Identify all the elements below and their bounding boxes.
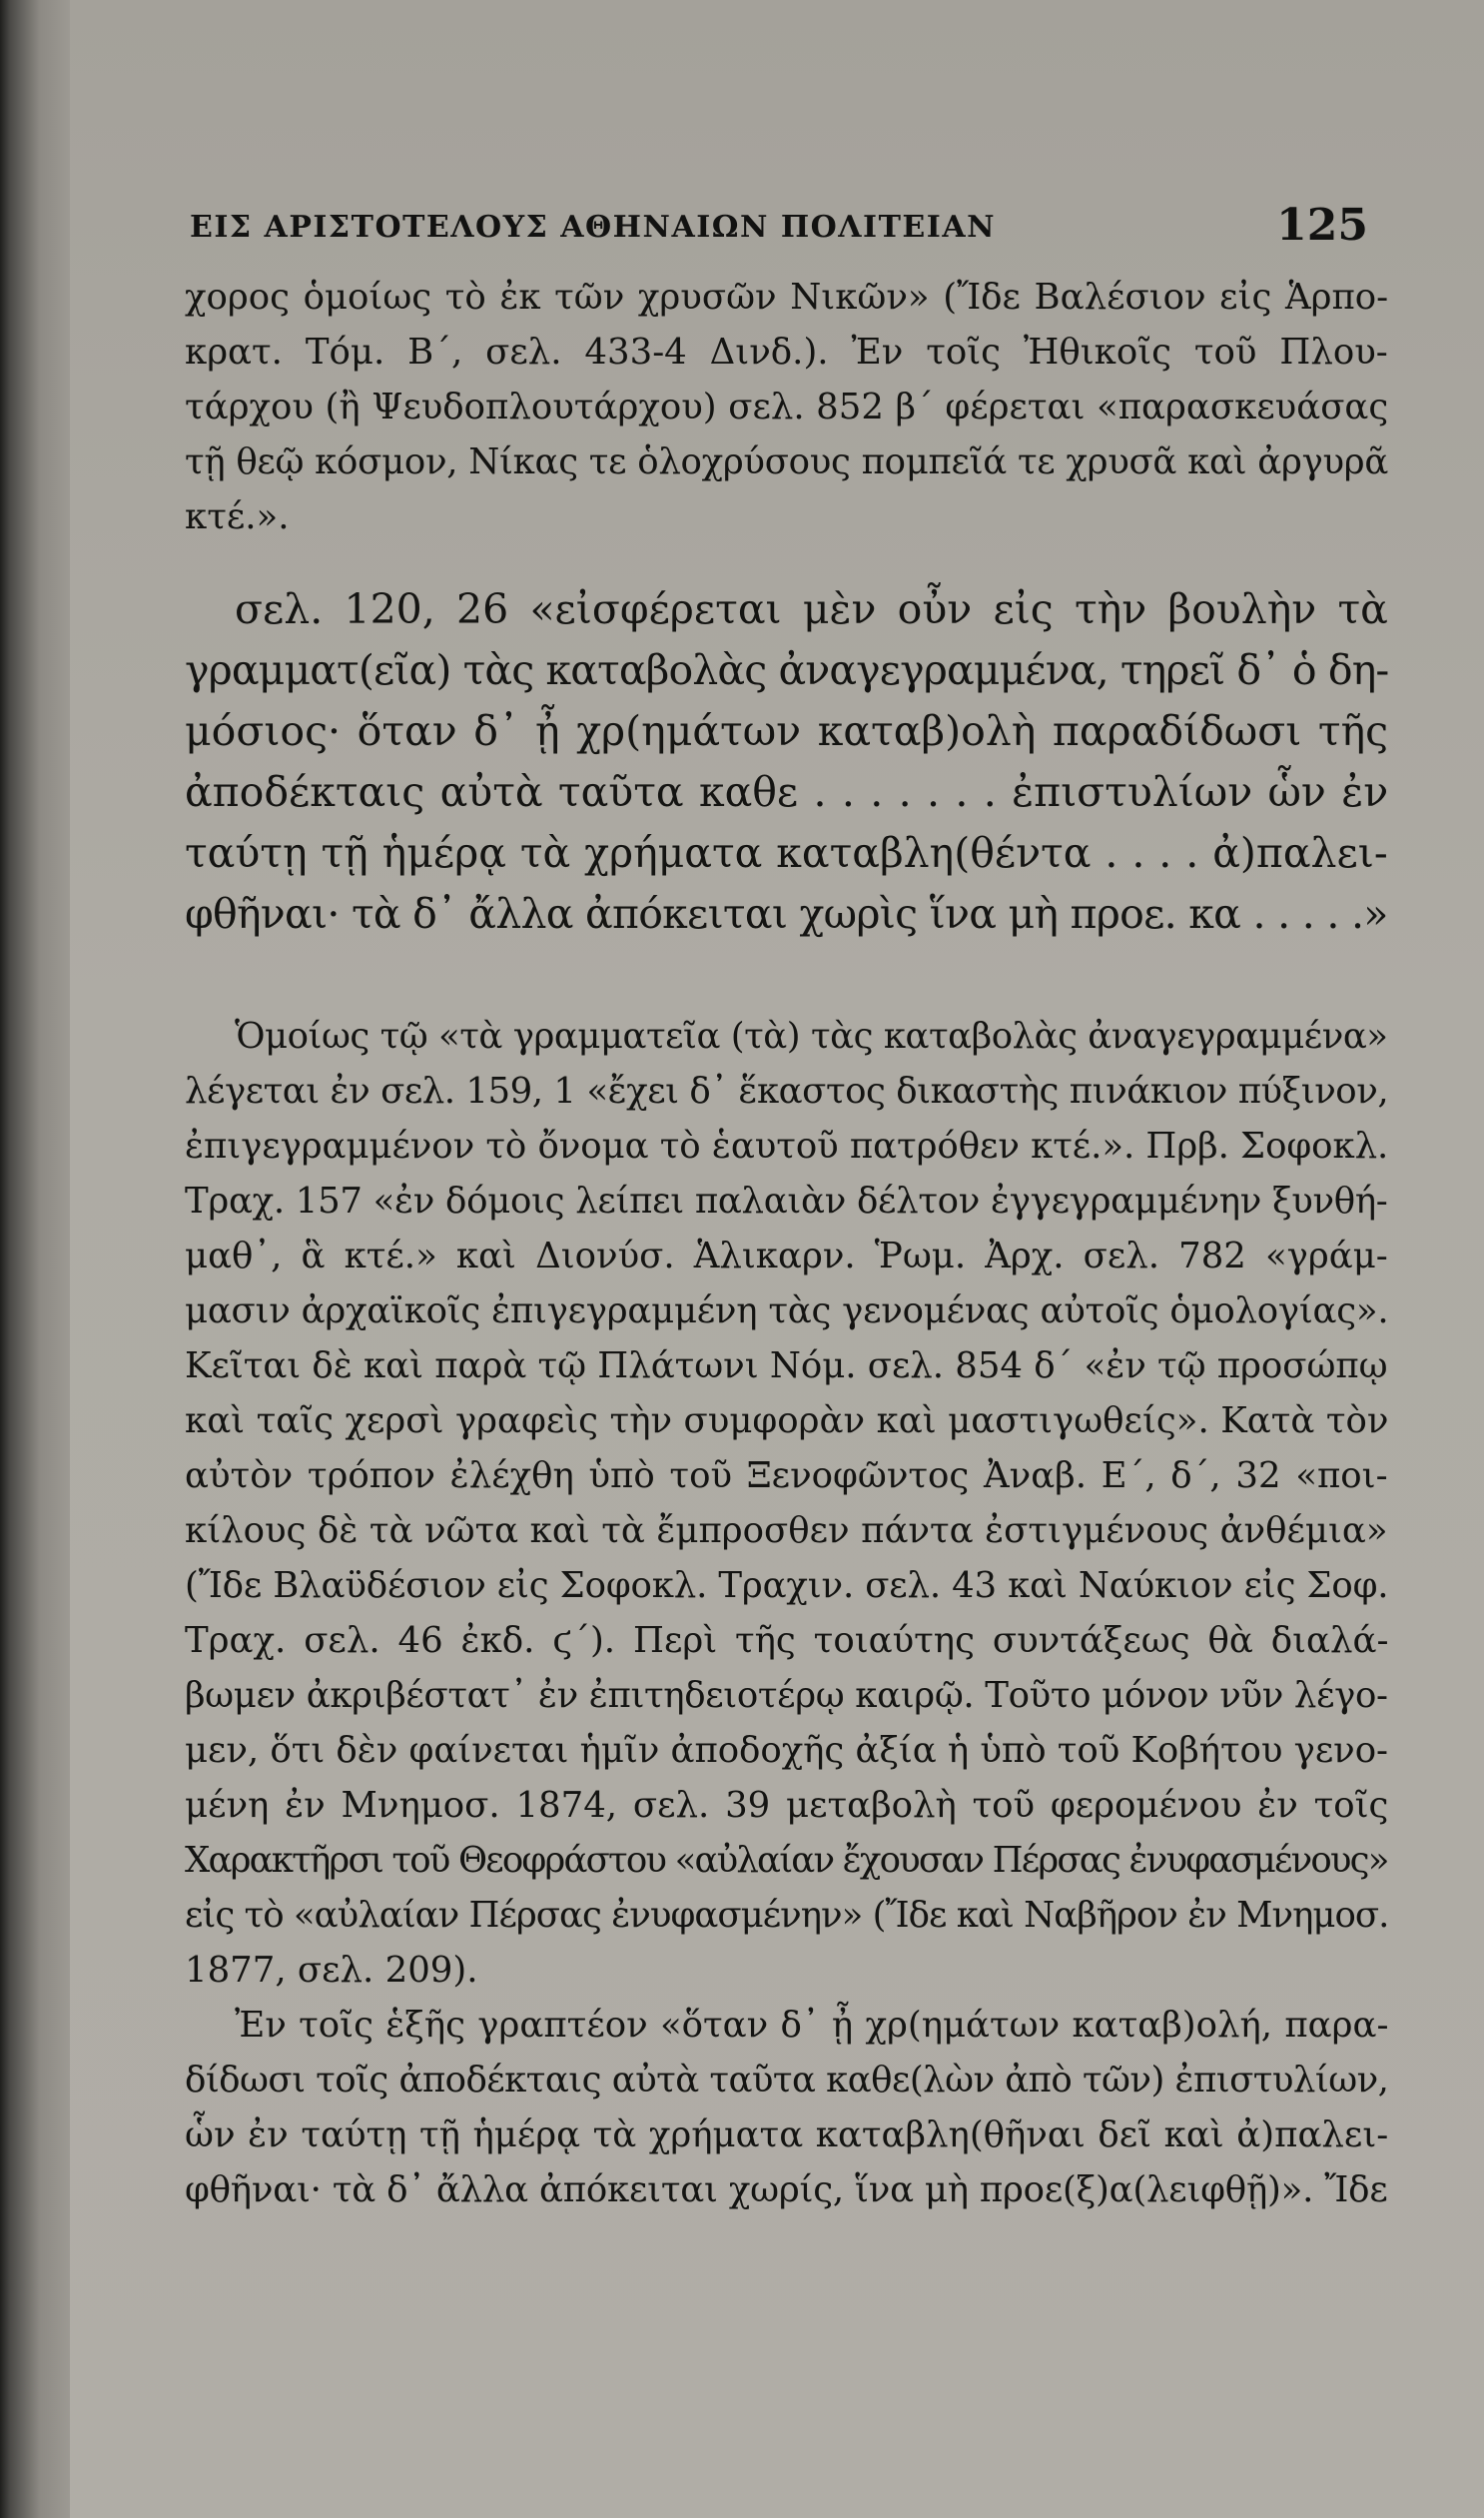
text-line: Ὁμοίως τῷ «τὰ γραμματεῖα (τὰ) τὰς καταβολὰς ἀναγεγραμμένα» bbox=[235, 1016, 1388, 1057]
text-line: σελ. 120, 26 «εἰσφέρεται μὲν οὖν εἰς τὴν βουλὴν τὰ bbox=[235, 585, 1388, 633]
text-line: βωμεν ἀκριβέστατ᾽ ἐν ἐπιτηδειοτέρῳ καιρῷ. Τοῦτο μόνον νῦν λέγο- bbox=[185, 1675, 1388, 1716]
text-line: τάρχου (ἢ Ψευδοπλουτάρχου) σελ. 852 β΄ φέρεται «παρασκευάσας bbox=[185, 387, 1389, 427]
text-line: Ἐν τοῖς ἑξῆς γραπτέον «ὅταν δ᾽ ᾖ χρ(ημάτων καταβ)ολή, παρα- bbox=[235, 2005, 1389, 2046]
text-line: χορος ὁμοίως τὸ ἐκ τῶν χρυσῶν Νικῶν» (Ἴδε Βαλέσιον εἰς Ἁρπο- bbox=[185, 277, 1389, 318]
commentary-paragraph bbox=[185, 1009, 1388, 1998]
text-line: κίλους δὲ τὰ νῶτα καὶ τὰ ἔμπροσθεν πάντα ἐστιγμένους ἀνθέμια» bbox=[185, 1510, 1388, 1551]
text-line: 1877, σελ. 209). bbox=[185, 1950, 478, 1991]
text-line: Κεῖται δὲ καὶ παρὰ τῷ Πλάτωνι Νόμ. σελ. 854 δ΄ «ἐν τῷ προσώπῳ bbox=[185, 1345, 1388, 1386]
page-number: 125 bbox=[1276, 200, 1368, 251]
text-line: μεν, ὅτι δὲν φαίνεται ἡμῖν ἀποδοχῆς ἀξία ἡ ὑπὸ τοῦ Κοβήτου γενο- bbox=[185, 1730, 1388, 1771]
text-line: φθῆναι· τὰ δ᾽ ἄλλα ἀπόκειται χωρὶς ἵνα μὴ προε. κα . . . . .» bbox=[185, 890, 1388, 938]
text-line: καὶ ταῖς χερσὶ γραφεὶς τὴν συμφορὰν καὶ μαστιγωθείς». Κατὰ τὸν bbox=[185, 1400, 1389, 1441]
text-line: ἐπιγεγραμμένον τὸ ὄνομα τὸ ἑαυτοῦ πατρόθεν κτέ.». Πρβ. Σοφοκλ. bbox=[185, 1126, 1389, 1167]
text-line: τῇ θεῷ κόσμον, Νίκας τε ὁλοχρύσους πομπεῖά τε χρυσᾶ καὶ ἀργυρᾶ bbox=[185, 441, 1389, 482]
text-line: μένη ἐν Μνημοσ. 1874, σελ. 39 μεταβολὴ τοῦ φερομένου ἐν τοῖς bbox=[185, 1785, 1389, 1826]
text-line: ταύτῃ τῇ ἡμέρᾳ τὰ χρήματα καταβλη(θέντα . . . . ἀ)παλει- bbox=[185, 829, 1388, 877]
inscription-quote bbox=[185, 579, 1388, 945]
paragraph-continuation bbox=[185, 270, 1388, 544]
text-line: Χαρακτῆρσι τοῦ Θεοφράστου «αὐλαίαν ἔχουσαν Πέρσας ἐνυφασμένους» bbox=[185, 1840, 1388, 1881]
text-line: κτέ.». bbox=[185, 496, 290, 537]
text-line: κρατ. Τόμ. Β΄, σελ. 433-4 Δινδ.). Ἐν τοῖς Ἠθικοῖς τοῦ Πλου- bbox=[185, 332, 1388, 373]
text-line: (Ἴδε Βλαϋδέσιον εἰς Σοφοκλ. Τραχιν. σελ. 43 καὶ Ναύκιον εἰς Σοφ. bbox=[185, 1565, 1389, 1606]
text-line: μόσιος· ὅταν δ᾽ ᾖ χρ(ημάτων καταβ)ολὴ παραδίδωσι τῆς bbox=[185, 707, 1389, 755]
page-header bbox=[190, 200, 1368, 260]
text-line: μαθ᾽, ἃ κτέ.» καὶ Διονύσ. Ἁλικαρν. Ῥωμ. Ἀρχ. σελ. 782 «γράμ- bbox=[185, 1236, 1388, 1276]
text-line: δίδωσι τοῖς ἀποδέκταις αὐτὰ ταῦτα καθε(λὼν ἀπὸ τῶν) ἐπιστυλίων, bbox=[185, 2060, 1389, 2100]
running-title: ΕΙΣ ΑΡΙΣΤΟΤΕΛΟΥΣ ΑΘΗΝΑΙΩΝ ΠΟΛΙΤΕΙΑΝ bbox=[190, 210, 997, 245]
emendation-paragraph bbox=[185, 1998, 1388, 2217]
text-line: μασιν ἀρχαϊκοῖς ἐπιγεγραμμένη τὰς γενομένας αὐτοῖς ὁμολογίας». bbox=[185, 1290, 1389, 1331]
text-line: ἀποδέκταις αὐτὰ ταῦτα καθε . . . . . . . ἐπιστυλίων ὧν ἐν bbox=[185, 768, 1389, 816]
text-line: Τραχ. σελ. 46 ἐκδ. ϛ΄). Περὶ τῆς τοιαύτης συντάξεως θὰ διαλά- bbox=[185, 1620, 1389, 1661]
text-line: λέγεται ἐν σελ. 159, 1 «ἔχει δ᾽ ἕκαστος δικαστὴς πινάκιον πύξινον, bbox=[185, 1071, 1389, 1112]
text-line: αὐτὸν τρόπον ἐλέχθη ὑπὸ τοῦ Ξενοφῶντος Ἀναβ. Ε΄, δ΄, 32 «ποι- bbox=[185, 1455, 1388, 1496]
text-line: εἰς τὸ «αὐλαίαν Πέρσας ἐνυφασμένην» (Ἴδε καὶ Ναβῆρον ἐν Μνημοσ. bbox=[185, 1895, 1389, 1936]
text-line: Τραχ. 157 «ἐν δόμοις λείπει παλαιὰν δέλτον ἐγγεγραμμένην ξυνθή- bbox=[185, 1181, 1388, 1222]
text-line: γραμματ(εῖα) τὰς καταβολὰς ἀναγεγραμμένα, τηρεῖ δ᾽ ὁ δη- bbox=[185, 646, 1389, 694]
text-line: ὧν ἐν ταύτῃ τῇ ἡμέρᾳ τὰ χρήματα καταβλη(θῆναι δεῖ καὶ ἀ)παλει- bbox=[185, 2114, 1389, 2155]
text-line: φθῆναι· τὰ δ᾽ ἄλλα ἀπόκειται χωρίς, ἵνα μὴ προε(ξ)α(λειφθῇ)». Ἴδε bbox=[185, 2169, 1388, 2210]
